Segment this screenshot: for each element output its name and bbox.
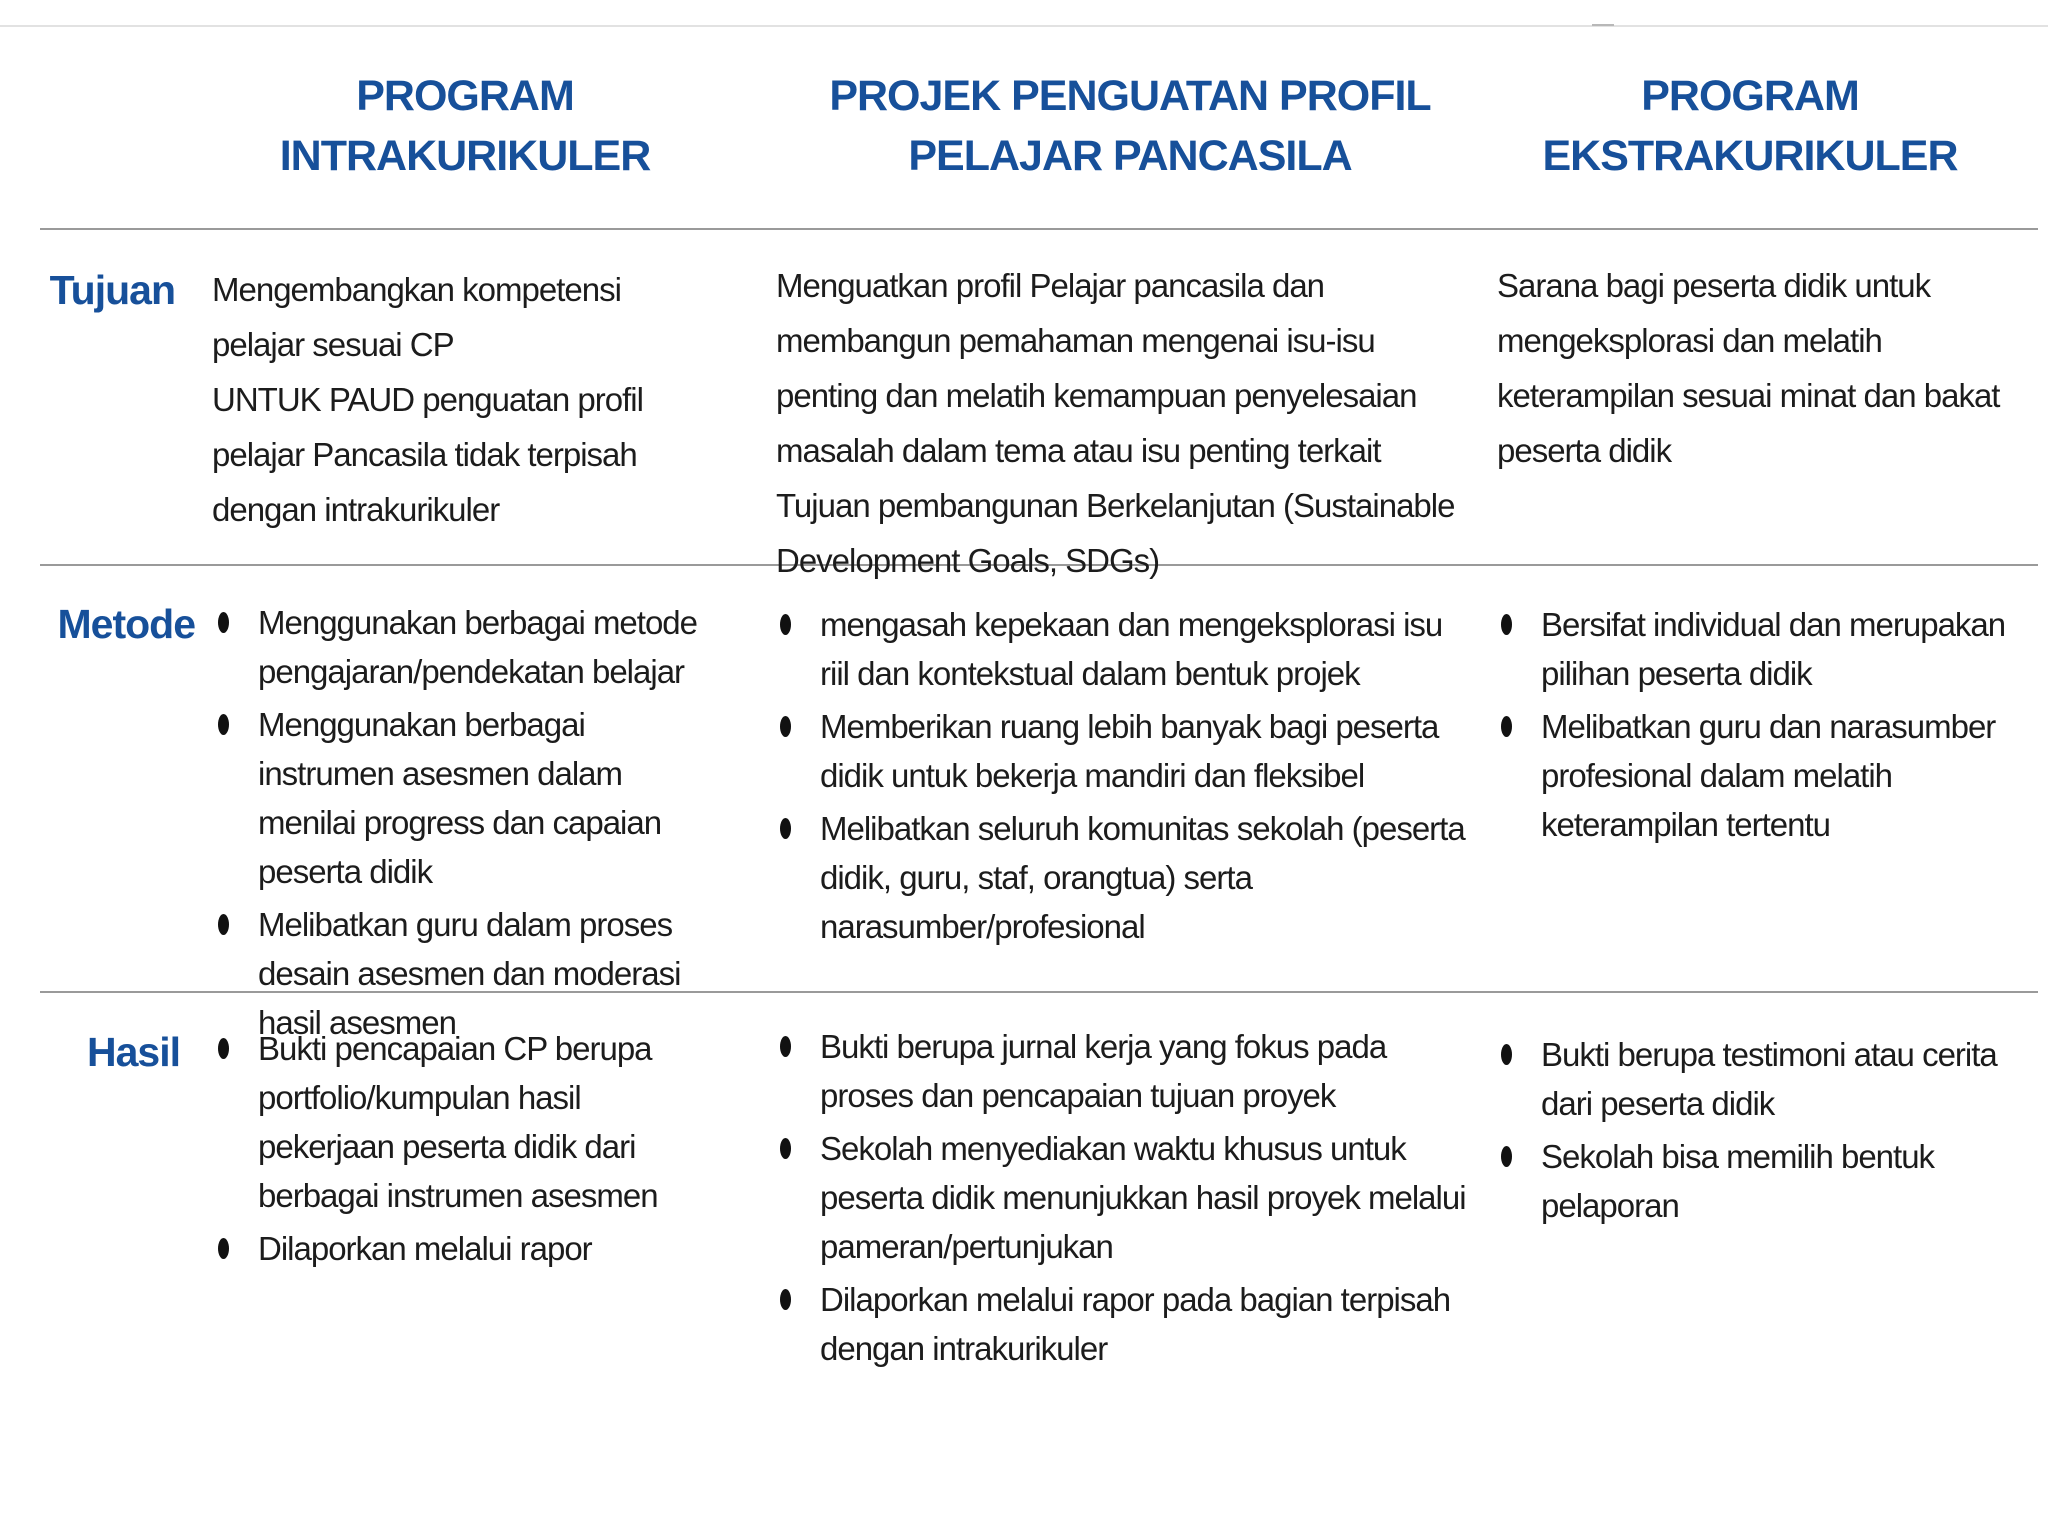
list-item xyxy=(776,1124,1466,1271)
cell-paragraph: Mengembangkan kompetensi pelajar sesuai CP xyxy=(212,271,621,363)
bullet-icon xyxy=(780,1289,791,1310)
row-divider xyxy=(40,228,2038,230)
bullet-list xyxy=(776,600,1466,951)
bullet-icon xyxy=(218,1038,229,1059)
list-item xyxy=(776,804,1466,951)
bullet-icon xyxy=(218,914,229,935)
cell-hasil-intrakurikuler xyxy=(214,1024,714,1277)
cell-paragraph: Sarana bagi peserta didik untuk mengeksplorasi dan melatih keterampilan sesuai minat dan bakat peserta didik xyxy=(1497,267,2000,469)
list-item-text: Menggunakan berbagai metode pengajaran/pendekatan belajar xyxy=(258,604,698,690)
bullet-icon xyxy=(780,716,791,737)
bullet-icon xyxy=(1501,1146,1512,1167)
bullet-icon xyxy=(218,612,229,633)
list-item-text: Bukti berupa jurnal kerja yang fokus pada proses dan pencapaian tujuan proyek xyxy=(820,1028,1387,1114)
cell-paragraph: UNTUK PAUD penguatan profil pelajar Pancasila tidak terpisah dengan intrakurikuler xyxy=(212,381,643,528)
list-item xyxy=(1497,1132,2027,1230)
list-item-text: Memberikan ruang lebih banyak bagi peserta didik untuk bekerja mandiri dan fleksibel xyxy=(820,708,1439,794)
list-item xyxy=(1497,600,2027,698)
list-item-text: mengasah kepekaan dan mengeksplorasi isu riil dan kontekstual dalam bentuk projek xyxy=(820,606,1443,692)
cell-tujuan-intrakurikuler xyxy=(212,262,712,537)
bullet-icon xyxy=(218,1238,229,1259)
list-item-text: Melibatkan seluruh komunitas sekolah (peserta didik, guru, staf, orangtua) serta narasumber/profesional xyxy=(820,810,1465,945)
list-item-text: Dilaporkan melalui rapor pada bagian terpisah dengan intrakurikuler xyxy=(820,1281,1451,1367)
list-item xyxy=(1497,1030,2027,1128)
list-item xyxy=(214,1024,714,1220)
bullet-icon xyxy=(780,1036,791,1057)
cell-metode-projek xyxy=(776,600,1466,955)
bullet-icon xyxy=(780,614,791,635)
list-item-text: Dilaporkan melalui rapor xyxy=(258,1230,592,1267)
list-item-text: Bersifat individual dan merupakan pilihan peserta didik xyxy=(1541,606,2006,692)
cell-metode-intrakurikuler xyxy=(214,598,714,1051)
list-item-text: Bukti pencapaian CP berupa portfolio/kumpulan hasil pekerjaan peserta didik dari berbagai instrumen asesmen xyxy=(258,1030,658,1214)
header-projek: PROJEK PENGUATAN PROFIL PELAJAR PANCASILA xyxy=(829,72,1431,180)
cell-hasil-projek xyxy=(776,1022,1466,1377)
row-label-hasil: Hasil xyxy=(87,1029,180,1075)
bullet-list xyxy=(1497,600,2027,849)
header-ekstrakurikuler: PROGRAM EKSTRAKURIKULER xyxy=(1542,72,1958,180)
cell-metode-ekstrakurikuler xyxy=(1497,600,2027,853)
bullet-icon xyxy=(1501,1044,1512,1065)
bullet-list xyxy=(776,1022,1466,1373)
list-item-text: Melibatkan guru dalam proses desain asesmen dan moderasi hasil asesmen xyxy=(258,906,681,1041)
bullet-list xyxy=(214,1024,714,1273)
cell-tujuan-ekstrakurikuler xyxy=(1497,258,2027,478)
list-item-text: Bukti berupa testimoni atau cerita dari peserta didik xyxy=(1541,1036,1997,1122)
cell-tujuan-projek xyxy=(776,258,1466,588)
list-item xyxy=(776,702,1466,800)
top-divider-mark xyxy=(1592,24,1614,26)
cell-paragraph: Menguatkan profil Pelajar pancasila dan membangun pemahaman mengenai isu-isu penting dan melatih kemampuan penyelesaian masalah dalam tema atau isu penting terkait Tujuan pembangunan Berkelanjutan (Sustainable Development Goals, SDGs) xyxy=(776,267,1455,579)
bullet-icon xyxy=(218,714,229,735)
list-item xyxy=(1497,702,2027,849)
bullet-icon xyxy=(1501,614,1512,635)
row-label-tujuan: Tujuan xyxy=(49,267,175,313)
row-label-metode: Metode xyxy=(57,601,195,647)
bullet-icon xyxy=(1501,716,1512,737)
top-divider xyxy=(0,25,2048,27)
list-item xyxy=(214,700,714,896)
header-intrakurikuler: PROGRAM INTRAKURIKULER xyxy=(279,72,651,180)
list-item-text: Menggunakan berbagai instrumen asesmen dalam menilai progress dan capaian peserta didik xyxy=(258,706,662,890)
list-item-text: Melibatkan guru dan narasumber profesional dalam melatih keterampilan tertentu xyxy=(1541,708,1996,843)
cell-hasil-ekstrakurikuler xyxy=(1497,1030,2027,1234)
bullet-list xyxy=(1497,1030,2027,1230)
list-item xyxy=(776,1022,1466,1120)
list-item-text: Sekolah bisa memilih bentuk pelaporan xyxy=(1541,1138,1935,1224)
list-item xyxy=(214,598,714,696)
list-item-text: Sekolah menyediakan waktu khusus untuk peserta didik menunjukkan hasil proyek melalui pameran/pertunjukan xyxy=(820,1130,1466,1265)
list-item xyxy=(776,1275,1466,1373)
list-item xyxy=(214,1224,714,1273)
bullet-list xyxy=(214,598,714,1047)
list-item xyxy=(776,600,1466,698)
bullet-icon xyxy=(780,818,791,839)
bullet-icon xyxy=(780,1138,791,1159)
